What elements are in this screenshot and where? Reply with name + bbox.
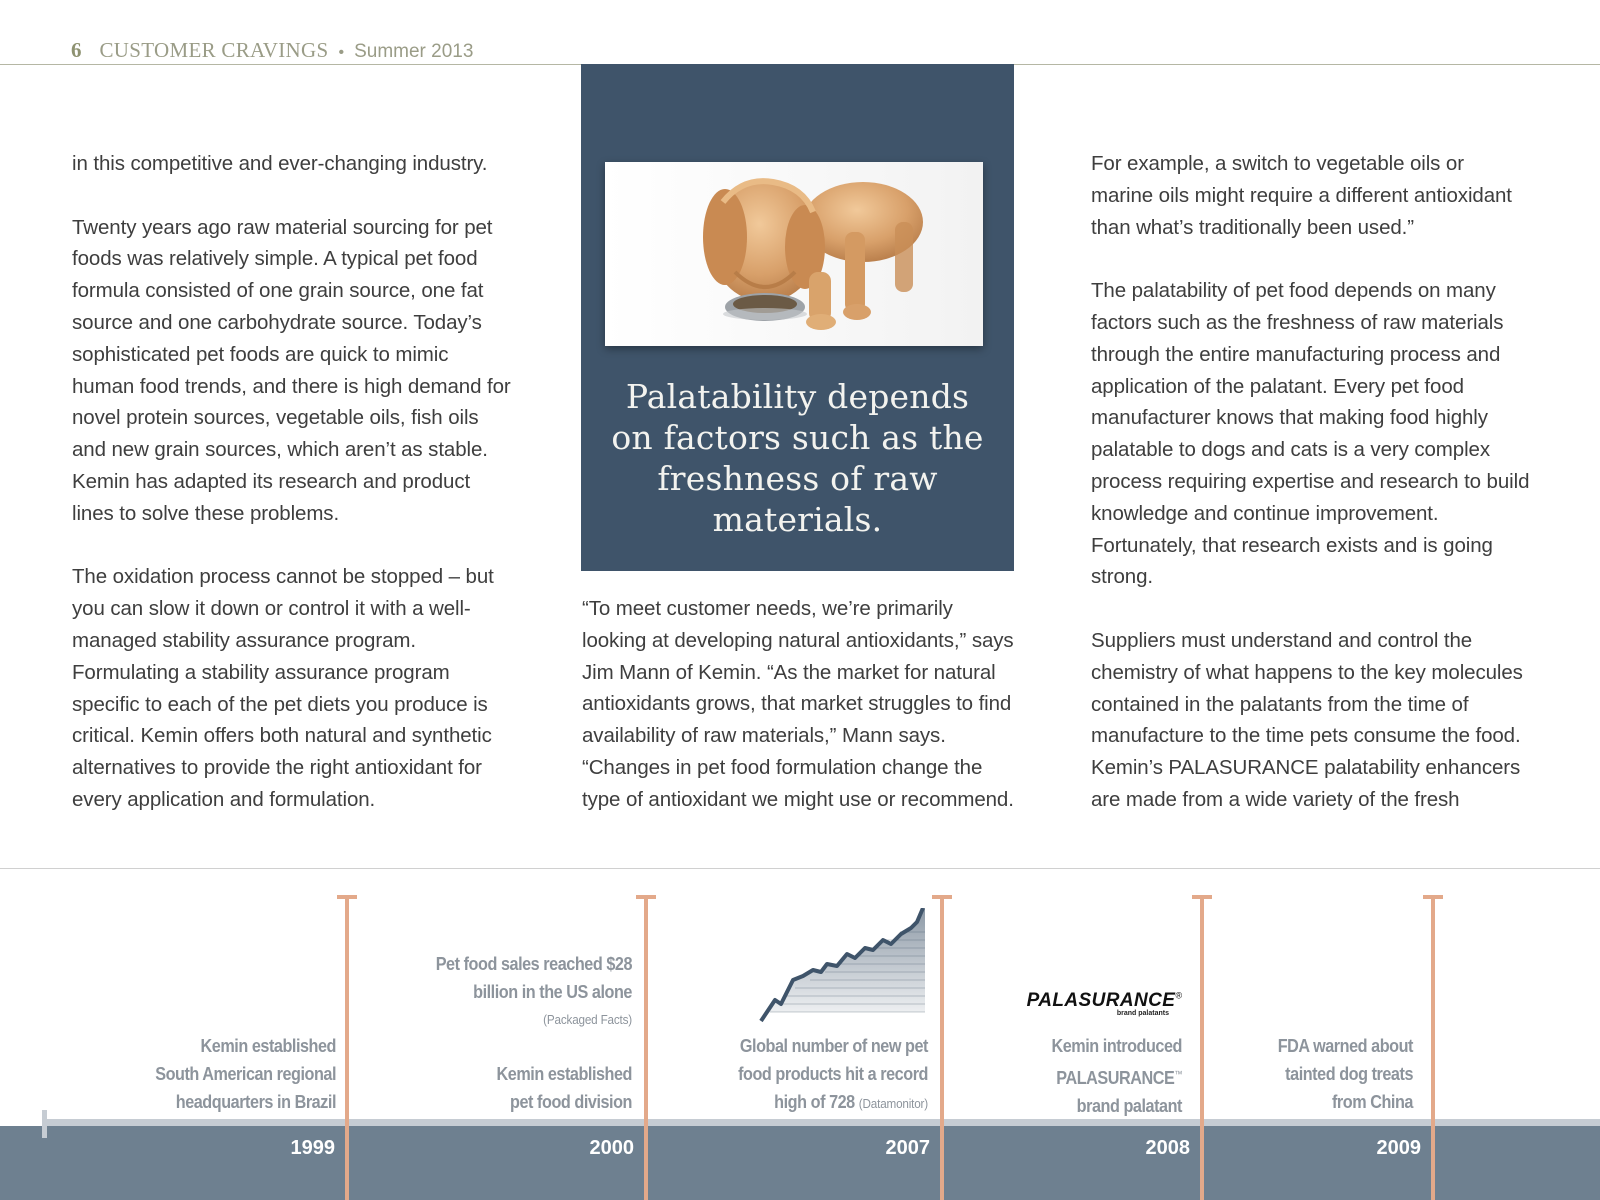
- timeline-pin-cap: [1192, 895, 1212, 899]
- event-line: PALASURANCE™: [1056, 1068, 1182, 1088]
- dog-eating-photo: [605, 162, 983, 346]
- timeline-pin-2009: [1431, 897, 1435, 1200]
- paragraph: in this competitive and ever-changing industry.: [72, 152, 488, 175]
- event-line: headquarters in Brazil: [175, 1092, 336, 1112]
- paragraph: “To meet customer needs, we’re primarily looking at developing natural antioxidants,” says Jim Mann of Kemin. “As the market for natural antioxidants grows, that market struggles to find availability of raw materials,” Mann says. “Changes in pet food formulation change the type of antioxidant we might use or recommend.: [582, 597, 1014, 811]
- page-header: [71, 38, 473, 64]
- timeline-pin-cap: [1423, 895, 1443, 899]
- pull-quote-box: [581, 64, 1014, 571]
- event-line: billion in the US alone: [473, 982, 632, 1002]
- timeline-event-2000-sales: [414, 950, 632, 1034]
- dog-eating-photo-image: [605, 162, 983, 346]
- timeline-pin-2000: [644, 897, 648, 1200]
- event-line: Kemin established: [496, 1064, 632, 1084]
- event-source: (Datamonitor): [858, 1096, 928, 1111]
- timeline-year: 2007: [885, 1137, 930, 1159]
- rising-line-chart-icon: [755, 908, 930, 1023]
- timeline-pin-2007: [940, 897, 944, 1200]
- issue-date: Summer 2013: [354, 41, 474, 62]
- timeline-pin-1999: [345, 897, 349, 1200]
- timeline-pin-cap: [636, 895, 656, 899]
- timeline-event-2007: [705, 1032, 928, 1118]
- event-line: Kemin established: [200, 1036, 336, 1056]
- logo-subtitle: brand palatants: [1116, 1010, 1169, 1017]
- paragraph: For example, a switch to vegetable oils or marine oils might require a different antioxidant than what’s traditionally been used.”: [1091, 152, 1512, 239]
- middle-column: [582, 593, 1022, 847]
- event-line: FDA warned about: [1277, 1036, 1413, 1056]
- timeline-event-1999: [133, 1032, 336, 1116]
- timeline-year: 2009: [1376, 1137, 1421, 1159]
- timeline-top-rule: [0, 868, 1600, 869]
- left-column: [72, 148, 512, 848]
- timeline-year: 2000: [589, 1137, 634, 1159]
- timeline-event-2008: [1009, 1032, 1182, 1120]
- timeline-pin-cap: [932, 895, 952, 899]
- right-column: [1091, 148, 1531, 848]
- page-number: 6: [71, 38, 82, 62]
- event-line: food products hit a record: [738, 1064, 928, 1084]
- event-source: (Packaged Facts): [543, 1012, 632, 1027]
- event-line: Pet food sales reached $28: [435, 954, 632, 974]
- publication-title: CUSTOMER CRAVINGS: [99, 38, 329, 62]
- event-line: pet food division: [510, 1092, 632, 1112]
- timeline-event-2009: [1244, 1032, 1413, 1116]
- event-line: Global number of new pet: [739, 1036, 928, 1056]
- timeline-pin-cap: [337, 895, 357, 899]
- paragraph: Twenty years ago raw material sourcing for pet foods was relatively simple. A typical pet food formula consisted of one grain source, one fat source and one carbohydrate source. Today’s sophisticated pet foods are quick to mimic human food trends, and there is high demand for novel protein sources, vegetable oils, fish oils and new grain sources, which aren’t as stable. Kemin has adapted its research and product lines to solve these problems.: [72, 215, 511, 525]
- event-line: [705, 1088, 928, 1118]
- timeline-axis: [42, 1119, 1600, 1126]
- pull-quote-text: Palatability depends on factors such as the freshness of raw materials.: [611, 377, 984, 539]
- paragraph: The palatability of pet food depends on many factors such as the freshness of raw materials through the entire manufacturing process and application of the palatant. Every pet food manufacturer knows that making food highly palatable to dogs and cats is a very complex process requiring expertise and research to build knowledge and continue improvement. Fortunately, that research exists and is going strong.: [1091, 279, 1530, 589]
- timeline-year: 2008: [1145, 1137, 1190, 1159]
- event-line: Kemin introduced: [1051, 1036, 1182, 1056]
- logo-wordmark: PALASURANCE®: [1026, 990, 1183, 1011]
- header-separator: •: [338, 44, 345, 61]
- timeline-event-2000: [441, 1060, 632, 1116]
- event-line-text: high of 728: [774, 1092, 855, 1112]
- event-line: from China: [1331, 1092, 1413, 1112]
- timeline-pin-2008: [1200, 897, 1204, 1200]
- paragraph: Suppliers must understand and control the chemistry of what happens to the key molecules contained in the palatants from the time of manufacture to the time pets consume the food. Kemin’s PALASURANCE palatability enhancers are made from a wide variety of the fresh: [1091, 628, 1523, 811]
- paragraph: The oxidation process cannot be stopped – but you can slow it down or control it with a well-managed stability assurance program. Formulating a stability assurance program specific to each of the pet diets you produce is critical. Kemin offers both natural and synthetic alternatives to provide the right antioxidant for every application and formulation.: [72, 565, 494, 811]
- timeline-start-marker: [42, 1110, 47, 1138]
- timeline-year: 1999: [290, 1137, 335, 1159]
- event-line: South American regional: [155, 1064, 336, 1084]
- event-line: brand palatant: [1076, 1096, 1182, 1116]
- event-line: tainted dog treats: [1285, 1064, 1413, 1084]
- palasurance-logo: [1022, 990, 1187, 1017]
